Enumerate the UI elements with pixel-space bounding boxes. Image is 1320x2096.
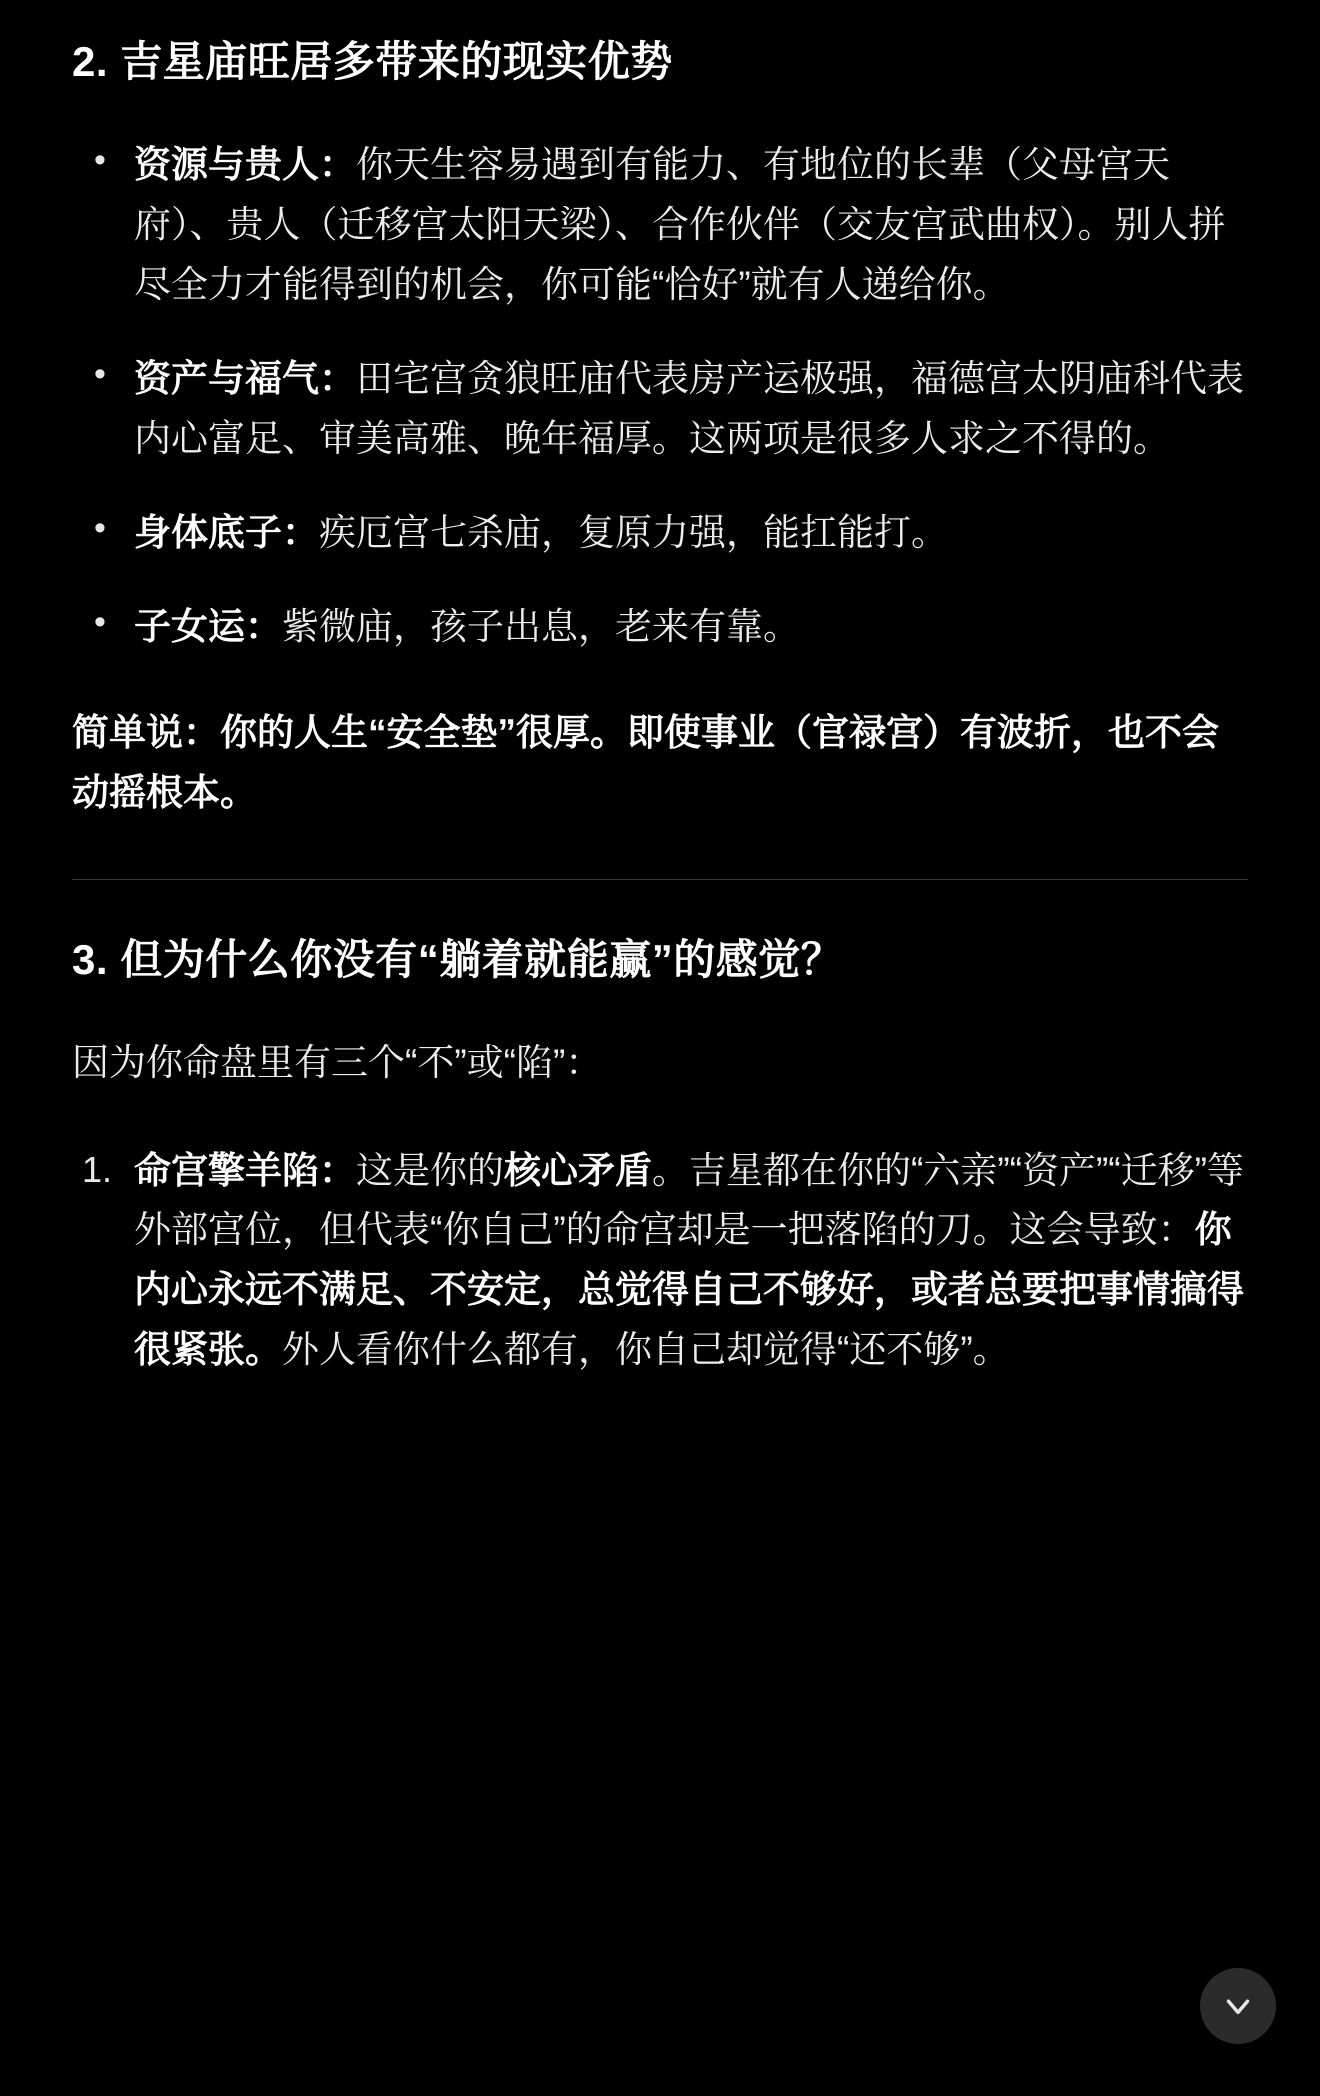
section-2-bullet-list xyxy=(72,135,1248,657)
section-2-title: 2. 吉星庙旺居多带来的现实优势 xyxy=(72,38,673,85)
list-item xyxy=(72,135,1248,315)
scroll-down-button[interactable] xyxy=(1200,1968,1276,2044)
section-3-intro: 因为你命盘里有三个“不”或“陷”： xyxy=(72,1042,603,1084)
section-3-title: 3. 但为什么你没有“躺着就能赢”的感觉？ xyxy=(72,935,844,983)
bullet-lead: 子女运： xyxy=(134,606,282,648)
section-2-summary: 简单说：你的人生“安全垫”很厚。即使事业（官禄宫）有波折，也不会动摇根本。 xyxy=(72,712,1219,813)
list-item xyxy=(72,503,1248,563)
item-emphasis-1: 核心矛盾 xyxy=(504,1149,652,1191)
item-emphasis-2: 你内心永远不满足、不安定，总觉得自己不够好，或者总要把事情搞得很紧张。 xyxy=(134,1209,1244,1371)
item-text-part3: 外人看你什么都有，你自己却觉得“还不够”。 xyxy=(282,1329,1010,1371)
item-text-part2: 。吉星都在你的“六亲”“资产”“迁移”等外部宫位，但代表“你自己”的命宫却是一把落陷的刀。这会导致： xyxy=(134,1149,1244,1251)
item-lead: 命宫擎羊陷： xyxy=(134,1149,356,1191)
bullet-lead: 身体底子： xyxy=(134,512,319,554)
list-item xyxy=(72,1141,1248,1381)
bullet-text: 紫微庙，孩子出息，老来有靠。 xyxy=(282,606,800,648)
list-item xyxy=(72,597,1248,657)
bullet-text: 你天生容易遇到有能力、有地位的长辈（父母宫天府）、贵人（迁移宫太阳天梁）、合作伙伴（交友宫武曲权）。别人拼尽全力才能得到的机会，你可能“恰好”就有人递给你。 xyxy=(134,144,1226,306)
section-3-numbered-list xyxy=(72,1141,1248,1381)
list-item xyxy=(72,349,1248,469)
bullet-text: 疾厄宫七杀庙，复原力强，能扛能打。 xyxy=(319,512,948,554)
bullet-text: 田宅宫贪狼旺庙代表房产运极强，福德宫太阴庙科代表内心富足、审美高雅、晚年福厚。这两项是很多人求之不得的。 xyxy=(134,358,1244,460)
bullet-lead: 资源与贵人： xyxy=(134,144,356,186)
section-divider xyxy=(72,879,1248,880)
item-text-part1: 这是你的 xyxy=(356,1149,504,1191)
chevron-down-icon xyxy=(1219,1987,1257,2025)
bullet-lead: 资产与福气： xyxy=(134,358,356,400)
